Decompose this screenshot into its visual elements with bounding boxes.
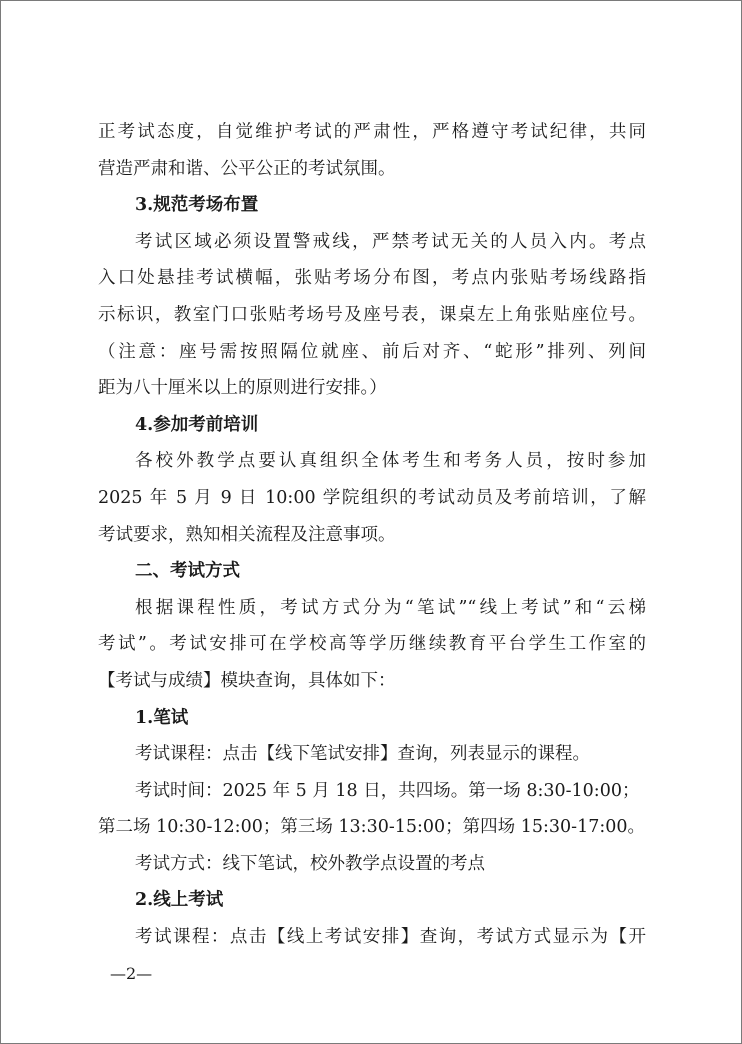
paragraph-line: 【考试与成绩】模块查询，具体如下： [98, 670, 396, 691]
section-heading: 4.参加考前培训 [135, 414, 259, 435]
paragraph-line: 考试要求，熟知相关流程及注意事项。 [98, 524, 396, 545]
paragraph-line: 入口处悬挂考试横幅，张贴考场分布图，考点内张贴考场线路指 [98, 268, 646, 289]
paragraph-line: 第二场 10:30-12:00；第三场 13:30-15:00；第四场 15:30-17:00。 [98, 817, 646, 838]
paragraph-line: 考试方式：线下笔试，校外教学点设置的考点 [135, 853, 485, 874]
section-heading: 1.笔试 [135, 707, 189, 728]
paragraph-line: 正考试态度，自觉维护考试的严肃性，严格遵守考试纪律，共同 [98, 122, 646, 142]
paragraph-line: 营造严肃和谐、公平公正的考试氛围。 [98, 158, 396, 179]
paragraph-line: （注意：座号需按照隔位就座、前后对齐、“蛇形”排列、列间 [98, 341, 646, 362]
page-number: —2— [110, 964, 153, 983]
paragraph-line: 根据课程性质，考试方式分为“笔试”“线上考试”和“云梯 [135, 597, 646, 618]
document-body [98, 114, 646, 956]
paragraph-line: 考试课程：点击【线下笔试安排】查询，列表显示的课程。 [135, 744, 590, 765]
paragraph-line: 各校外教学点要认真组织全体考生和考务人员，按时参加 [135, 451, 646, 472]
paragraph-line: 考试区域必须设置警戒线，严禁考试无关的人员入内。考点 [135, 231, 646, 252]
section-heading: 3.规范考场布置 [135, 195, 259, 216]
paragraph-line: 示标识，教室门口张贴考场号及座号表，课桌左上角张贴座位号。 [98, 304, 646, 325]
paragraph-line: 考试时间：2025 年 5 月 18 日，共四场。第一场 8:30-10:00； [135, 780, 640, 801]
section-heading: 二、考试方式 [135, 561, 240, 582]
section-heading: 2.线上考试 [135, 890, 224, 911]
paragraph-line: 距为八十厘米以上的原则进行安排。） [98, 378, 387, 399]
paragraph-line: 考试课程：点击【线上考试安排】查询，考试方式显示为【开 [135, 927, 646, 948]
paragraph-line: 考试”。考试安排可在学校高等学历继续教育平台学生工作室的 [98, 634, 646, 655]
paragraph-line: 2025 年 5 月 9 日 10:00 学院组织的考试动员及考前培训，了解 [98, 487, 646, 508]
